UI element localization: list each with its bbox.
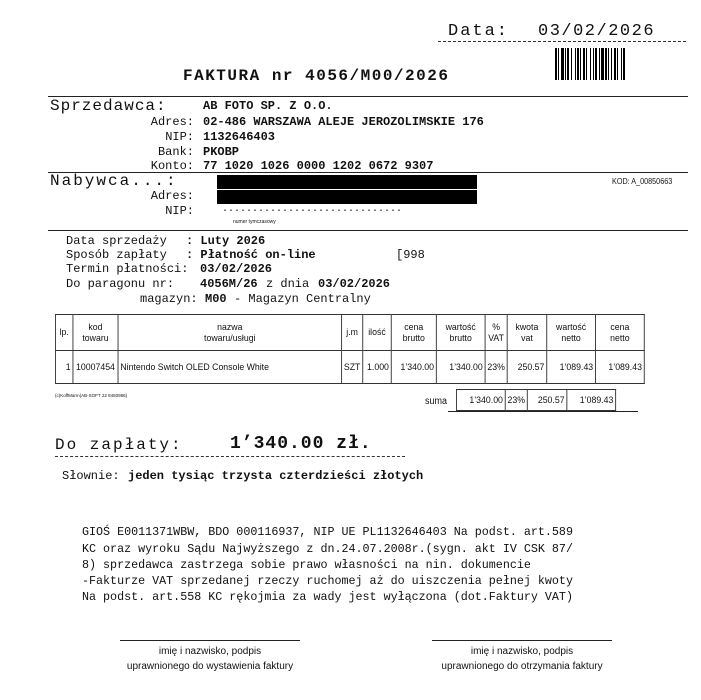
seller-address-label: Adres: bbox=[150, 115, 194, 129]
buyer-address-label: Adres: bbox=[150, 189, 194, 203]
seller-account: 77 1020 1026 0000 1202 0672 9307 bbox=[203, 159, 434, 173]
buyer-nip-placeholder: .............................. bbox=[222, 204, 403, 215]
sum-gross-value: 1’340.00 bbox=[456, 390, 505, 411]
cell-gross-price: 1’340.00 bbox=[391, 351, 436, 384]
due-date-label: Termin płatności: bbox=[66, 262, 189, 276]
seller-signature-line bbox=[120, 640, 300, 641]
sum-underline bbox=[448, 411, 638, 412]
total-label: Do zapłaty: bbox=[55, 436, 183, 454]
invoice-date: 03/02/2026 bbox=[538, 22, 656, 41]
legal-note-line: Na podst. art.558 KC rękojmia za wady jest wyłączona (dot.Faktury VAT) bbox=[82, 590, 573, 604]
items-table bbox=[55, 314, 645, 384]
buyer-divider bbox=[48, 230, 688, 231]
seller-label: Sprzedawca: bbox=[50, 97, 167, 115]
table-row bbox=[55, 351, 644, 384]
receipt-date: 03/02/2026 bbox=[318, 277, 391, 291]
due-date: 03/02/2026 bbox=[200, 262, 273, 276]
cell-net-value: 1’089.43 bbox=[547, 351, 596, 384]
header-net-value: wartość netto bbox=[547, 315, 596, 351]
invoice-title: FAKTURA nr 4056/M00/2026 bbox=[183, 67, 450, 85]
buyer-signature-caption: uprawnionego do otrzymania faktury bbox=[441, 661, 603, 672]
header-lp: lp. bbox=[55, 315, 72, 351]
buyer-nip-label: NIP: bbox=[165, 204, 194, 218]
cell-unit: SZT bbox=[342, 351, 363, 384]
sum-vat-rate: 23% bbox=[505, 390, 527, 411]
seller-signature-caption: uprawnionego do wystawienia faktury bbox=[126, 661, 294, 672]
header-vat-rate: % VAT bbox=[485, 315, 507, 351]
warehouse-name: - Magazyn Centralny bbox=[234, 292, 371, 306]
table-header-row bbox=[55, 315, 644, 351]
buyer-signature-caption: imię i nazwisko, podpis bbox=[470, 646, 574, 657]
legal-note-line: KC oraz wyroku Sądu Najwyższego z dn.24.07.2008r.(sygn. akt IV CSK 87/ bbox=[82, 542, 573, 556]
seller-nip-label: NIP: bbox=[165, 130, 194, 144]
header-name: nazwa towaru/usługi bbox=[118, 315, 342, 351]
payment-extra: [998 bbox=[396, 248, 425, 262]
sum-vat-amount: 250.57 bbox=[527, 390, 567, 411]
cell-gross-value: 1’340.00 bbox=[436, 351, 485, 384]
date-underline bbox=[438, 41, 686, 42]
sum-table bbox=[456, 389, 616, 411]
sale-date: : Luty 2026 bbox=[186, 234, 266, 248]
total-underline bbox=[55, 456, 405, 457]
total-value: 1’340.00 zł. bbox=[230, 434, 372, 454]
buyer-name-redacted bbox=[217, 175, 477, 189]
buyer-label: Nabywca...: bbox=[50, 172, 178, 190]
header-gross-price: cena brutto bbox=[391, 315, 436, 351]
legal-note-line: 8) sprzedawca zastrzega sobie prawo własności na nin. dokumencie bbox=[82, 558, 531, 572]
cell-lp: 1 bbox=[55, 351, 72, 384]
buyer-signature-line bbox=[432, 640, 612, 641]
sum-row bbox=[456, 390, 615, 411]
payment-label: Sposób zapłaty bbox=[66, 248, 167, 262]
date-label: Data: bbox=[448, 22, 510, 41]
cell-vat-amount: 250.57 bbox=[507, 351, 547, 384]
sum-label: suma bbox=[425, 396, 448, 407]
receipt-label: Do paragonu nr: bbox=[66, 277, 175, 291]
legal-note-line: GIOŚ E0011371WBW, BDO 000116937, NIP UE PL1132646403 Na podst. art.589 bbox=[82, 525, 573, 539]
sum-net-value: 1’089.43 bbox=[567, 390, 616, 411]
barcode-icon bbox=[555, 48, 687, 80]
buyer-nip-hint: numer tymczasowy bbox=[233, 219, 276, 225]
legal-note-line: -Fakturze VAT sprzedanej rzeczy ruchomej aż do uiszczenia pełnej kwoty bbox=[82, 574, 573, 588]
payment-method: : Płatność on-line bbox=[186, 248, 316, 262]
warehouse-label: magazyn: bbox=[140, 292, 198, 306]
receipt-mid: z dnia bbox=[266, 277, 310, 291]
header-code: kod towaru bbox=[73, 315, 118, 351]
header-unit: j.m bbox=[342, 315, 363, 351]
seller-account-label: Konto: bbox=[150, 159, 194, 173]
seller-name: AB FOTO SP. Z O.O. bbox=[203, 99, 333, 113]
warehouse-code: M00 bbox=[205, 292, 227, 306]
seller-signature-caption: imię i nazwisko, podpis bbox=[158, 646, 262, 657]
header-gross-value: wartość brutto bbox=[436, 315, 485, 351]
header-vat-amount: kwota vat bbox=[507, 315, 547, 351]
cell-code: 10007454 bbox=[73, 351, 118, 384]
cell-qty: 1.000 bbox=[363, 351, 392, 384]
seller-bank: PKOBP bbox=[203, 145, 240, 159]
amount-words: jeden tysiąc trzysta czterdzieści złotych bbox=[128, 469, 424, 483]
sale-date-label: Data sprzedaży bbox=[66, 234, 167, 248]
cell-net-price: 1’089.43 bbox=[595, 351, 644, 384]
software-note: (c)KoffMarm(AB-SOFT 22 8450986) bbox=[55, 393, 128, 398]
cell-vat-rate: 23% bbox=[485, 351, 507, 384]
seller-nip: 1132646403 bbox=[203, 130, 276, 144]
buyer-address-redacted bbox=[217, 190, 477, 204]
seller-address: 02-486 WARSZAWA ALEJE JEROZOLIMSKIE 176 bbox=[203, 115, 484, 129]
header-qty: ilość bbox=[363, 315, 392, 351]
seller-bank-label: Bank: bbox=[157, 145, 194, 159]
receipt-number: 4056M/26 bbox=[200, 277, 258, 291]
header-net-price: cena netto bbox=[595, 315, 644, 351]
cell-name: Nintendo Switch OLED Console White bbox=[118, 351, 342, 384]
amount-words-label: Słownie: bbox=[62, 469, 120, 483]
buyer-code: KOD: A_00850663 bbox=[612, 176, 673, 186]
